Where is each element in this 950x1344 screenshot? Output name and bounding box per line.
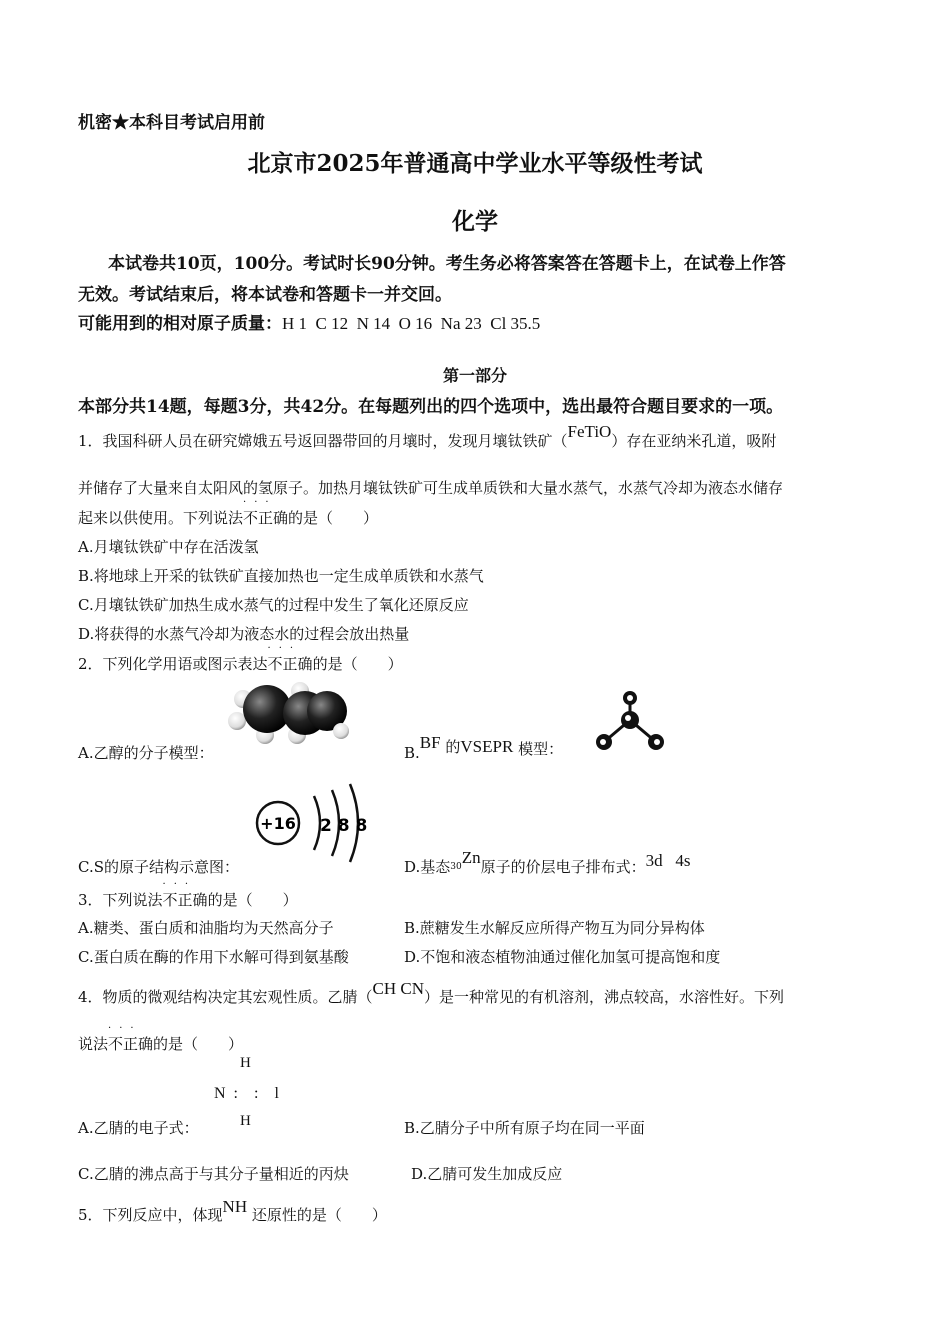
q3-stem-tail: 的是（ ） bbox=[207, 891, 298, 909]
q3-option-c: C.蛋白质在酶的作用下水解可得到氨基酸 bbox=[78, 948, 349, 966]
atomic-mass-values: H 1 C 12 N 14 O 16 Na 23 Cl 35.5 bbox=[282, 314, 541, 333]
section-description: 本部分共14题，每题3分，共42分。在每题列出的四个选项中，选出最符合题目要求的一项。 bbox=[78, 397, 784, 417]
exam-title: 北京市2025年普通高中学业水平等级性考试 bbox=[247, 150, 703, 177]
lewis-h-bottom: H bbox=[240, 1113, 251, 1129]
q4-option-d: D.乙腈可发生加成反应 bbox=[411, 1165, 563, 1183]
ethanol-model-image bbox=[225, 677, 350, 749]
lewis-main-row: N : : l bbox=[214, 1085, 279, 1102]
q5-stem-tail: 还原性的是（ ） bbox=[251, 1206, 387, 1224]
q4-line1 bbox=[78, 979, 785, 1007]
q2-option-d-text: D.基态 bbox=[404, 858, 451, 876]
q2-bf3-formula: BF bbox=[419, 733, 441, 752]
q1-line3-text: 起来以供使用。下列说法 bbox=[78, 509, 244, 527]
q2-stem-text: 2．下列化学用语或图示表达 bbox=[78, 655, 268, 673]
q4-line1-tail: ）是一种常见的有机溶剂，沸点较高，水溶性好。下列 bbox=[424, 988, 785, 1006]
q5-stem bbox=[78, 1197, 387, 1225]
q2-option-b bbox=[404, 732, 564, 762]
q2-stem-tail: 的是（ ） bbox=[312, 655, 403, 673]
q4-line2 bbox=[78, 1023, 244, 1054]
q3-emphasis: ·​·​· 不正确 bbox=[162, 879, 208, 909]
q1-option-a: A.月壤钛铁矿中存在活泼氢 bbox=[78, 538, 259, 556]
q2-option-d-tail: 原子的价层电子排布式： bbox=[480, 858, 646, 876]
sulfur-atom-structure-image bbox=[252, 782, 370, 866]
q3-option-a: A.糖类、蛋白质和油脂均为天然高分子 bbox=[78, 919, 334, 937]
q4-option-a: A.乙腈的电子式： bbox=[78, 1119, 199, 1137]
secret-label: 机密★本科目考试启用前 bbox=[78, 113, 265, 133]
q4-emphasis: ·​·​· 不正确 bbox=[108, 1023, 154, 1053]
zn-electron-config: 3d 4s bbox=[645, 851, 691, 870]
q1-formula: FeTiO bbox=[567, 422, 612, 441]
q2-option-b-text: 的 bbox=[445, 738, 461, 756]
q3-stem bbox=[78, 879, 298, 910]
nucleus-charge: +16 bbox=[260, 814, 296, 833]
q1-line1-tail: ）存在亚纳米孔道，吸附 bbox=[611, 432, 777, 450]
zn-mass-number: 30 bbox=[450, 862, 462, 872]
section-title: 第一部分 bbox=[442, 366, 507, 385]
bf3-vsepr-model-image bbox=[593, 688, 667, 754]
q2-option-d bbox=[404, 847, 691, 876]
q2-vsepr-label: VSEPR bbox=[460, 737, 514, 756]
q5-formula: NH bbox=[222, 1197, 248, 1216]
q1-line2: 并储存了大量来自太阳风的氢原子。加热月壤钛铁矿可生成单质铁和大量水蒸气，水蒸气冷却为液态水储存 bbox=[78, 479, 784, 497]
q2-option-a: A.乙醇的分子模型： bbox=[78, 744, 214, 762]
q1-option-c: C.月壤钛铁矿加热生成水蒸气的过程中发生了氧化还原反应 bbox=[78, 596, 469, 614]
q2-option-b-letter: B. bbox=[404, 744, 420, 762]
atomic-mass-line bbox=[78, 309, 540, 334]
q4-line2-tail: 的是（ ） bbox=[153, 1035, 244, 1053]
subject-title: 化学 bbox=[452, 208, 498, 235]
q4-option-b: B.乙腈分子中所有原子均在同一平面 bbox=[404, 1119, 645, 1137]
q4-line2-text: 说法 bbox=[78, 1035, 109, 1053]
q3-option-d: D.不饱和液态植物油通过催化加氢可提高饱和度 bbox=[404, 948, 721, 966]
q5-stem-text: 5．下列反应中，体现 bbox=[78, 1206, 223, 1224]
instructions-line2: 无效。考试结束后，将本试卷和答题卡一并交回。 bbox=[78, 285, 452, 305]
q3-stem-text: 3．下列说法 bbox=[78, 891, 163, 909]
atomic-mass-label: 可能用到的相对原子质量： bbox=[78, 314, 282, 334]
q1-line1-text: 1．我国科研人员在研究嫦娥五号返回器带回的月壤时，发现月壤钛铁矿（ bbox=[78, 432, 568, 450]
q1-option-d: D.将获得的水蒸气冷却为液态水的过程会放出热量 bbox=[78, 625, 410, 643]
q4-line1-text: 4．物质的微观结构决定其宏观性质。乙腈（ bbox=[78, 988, 373, 1006]
q2-emphasis: ·​·​· 不正确 bbox=[267, 643, 313, 673]
q4-formula: CH CN bbox=[372, 979, 425, 998]
instructions-line1: 本试卷共10页，100分。考试时长90分钟。考生务必将答案答在答题卡上，在试卷上作答 bbox=[108, 254, 786, 274]
q1-option-b: B.将地球上开采的钛铁矿直接加热也一定生成单质铁和水蒸气 bbox=[78, 567, 484, 585]
q3-option-b: B.蔗糖发生水解反应所得产物互为同分异构体 bbox=[404, 919, 705, 937]
zn-symbol: Zn bbox=[461, 848, 481, 867]
q1-line1 bbox=[78, 422, 777, 451]
q1-emphasis: ·​·​· 不正确 bbox=[243, 497, 289, 527]
electron-shells: 2 8 8 bbox=[320, 816, 368, 836]
q2-option-b-tail: 模型： bbox=[518, 740, 564, 758]
q1-line3-tail: 的是（ ） bbox=[288, 509, 379, 527]
q1-line3 bbox=[78, 497, 379, 528]
q4-option-c: C.乙腈的沸点高于与其分子量相近的丙炔 bbox=[78, 1165, 349, 1183]
q2-option-c: C.S的原子结构示意图： bbox=[78, 858, 239, 876]
q2-stem bbox=[78, 643, 403, 674]
lewis-h-top: H bbox=[240, 1055, 251, 1071]
